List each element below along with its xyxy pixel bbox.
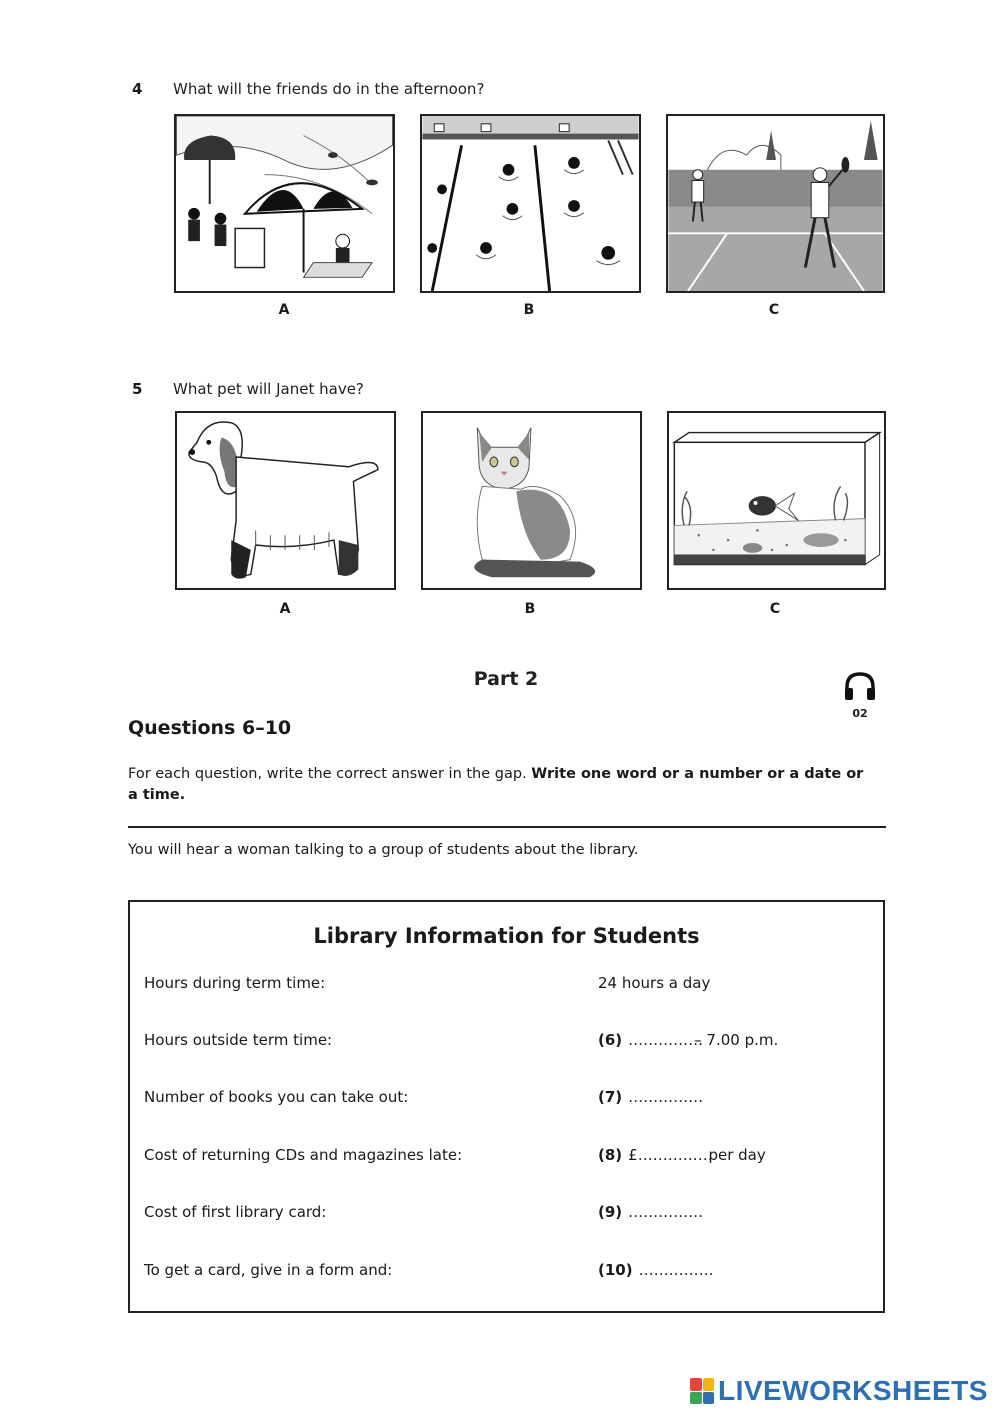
question-10-number: (10) (598, 1261, 633, 1279)
brand-name: LIVEWORKSHEETS (718, 1375, 988, 1406)
swimming-pool-illustration (422, 116, 639, 291)
instructions-bold: Write one word or a number or a date or a time. (128, 766, 864, 803)
audio-track-indicator[interactable] (842, 670, 878, 720)
info-box-title: Library Information for Students (313, 924, 700, 948)
question-9-number: (9) (598, 1203, 623, 1221)
answer-8-prefix: £ (628, 1146, 638, 1164)
answer-8-suffix: per day (703, 1146, 766, 1164)
answer-6-gap[interactable]: …………… (628, 1031, 704, 1049)
tennis-court-illustration (668, 116, 883, 291)
info-row-answer (598, 1146, 766, 1164)
swimming-pool-picture[interactable] (420, 114, 641, 293)
info-row-label: Cost of first library card: (144, 1203, 327, 1221)
q4-option-b-label: B (523, 302, 535, 318)
question-7-number: (7) (598, 1088, 623, 1106)
fish-tank-illustration (669, 413, 884, 588)
question-6-number: (6) (598, 1031, 623, 1049)
question-5-text: What pet will Janet have? (173, 380, 364, 398)
question-4-number: 4 (132, 80, 143, 98)
info-row-label: Hours during term time: (144, 974, 326, 992)
part-2-title: Part 2 (473, 668, 539, 690)
cat-illustration (423, 413, 640, 588)
tennis-court-picture[interactable] (666, 114, 885, 293)
info-row-answer (598, 1088, 704, 1106)
info-row-label: To get a card, give in a form and: (144, 1261, 393, 1279)
info-row-late-cost (144, 1146, 864, 1170)
info-row-term-hours (144, 974, 864, 998)
section-divider (128, 826, 886, 828)
info-row-label: Number of books you can take out: (144, 1088, 409, 1106)
info-row-answer (598, 1203, 704, 1221)
audio-track-number: 02 (852, 707, 868, 720)
q4-option-a-label: A (278, 302, 290, 318)
q4-option-c-label: C (768, 302, 780, 318)
beach-picture[interactable] (174, 114, 395, 293)
q5-option-b-label: B (524, 601, 536, 617)
question-8-number: (8) (598, 1146, 623, 1164)
answer-9-gap[interactable]: …………… (628, 1203, 704, 1221)
info-row-get-card (144, 1261, 864, 1285)
info-row-answer (598, 1031, 778, 1049)
answer-7-gap[interactable]: …………… (628, 1088, 704, 1106)
cat-picture[interactable] (421, 411, 642, 590)
info-row-books (144, 1088, 864, 1112)
info-row-answer (598, 974, 710, 992)
questions-range-heading: Questions 6–10 (128, 717, 292, 739)
instructions-plain: For each question, write the correct answer in the gap. (128, 766, 527, 782)
answer-6-suffix: – 7.00 p.m. (694, 1031, 779, 1049)
q5-option-c-label: C (769, 601, 781, 617)
library-information-box (128, 900, 885, 1313)
info-row-outside-term-hours (144, 1031, 864, 1055)
q5-option-a-label: A (279, 601, 291, 617)
info-row-value: 24 hours a day (598, 974, 711, 992)
liveworksheets-brand[interactable] (690, 1373, 988, 1409)
dog-illustration (177, 413, 394, 588)
fish-tank-picture[interactable] (667, 411, 886, 590)
info-row-card-cost (144, 1203, 864, 1227)
dog-picture[interactable] (175, 411, 396, 590)
listening-intro: You will hear a woman talking to a group of students about the library. (128, 842, 639, 858)
answer-10-gap[interactable]: …………… (638, 1261, 714, 1279)
headphones-icon (843, 670, 877, 702)
instructions (128, 764, 868, 806)
beach-illustration (176, 116, 393, 291)
liveworksheets-logo-icon (690, 1378, 714, 1404)
info-row-label: Cost of returning CDs and magazines late: (144, 1146, 463, 1164)
info-row-label: Hours outside term time: (144, 1031, 333, 1049)
question-4-text: What will the friends do in the afternoon? (173, 80, 485, 98)
question-5-number: 5 (132, 380, 143, 398)
info-row-answer (598, 1261, 714, 1279)
answer-8-gap[interactable]: …………… (637, 1146, 713, 1164)
